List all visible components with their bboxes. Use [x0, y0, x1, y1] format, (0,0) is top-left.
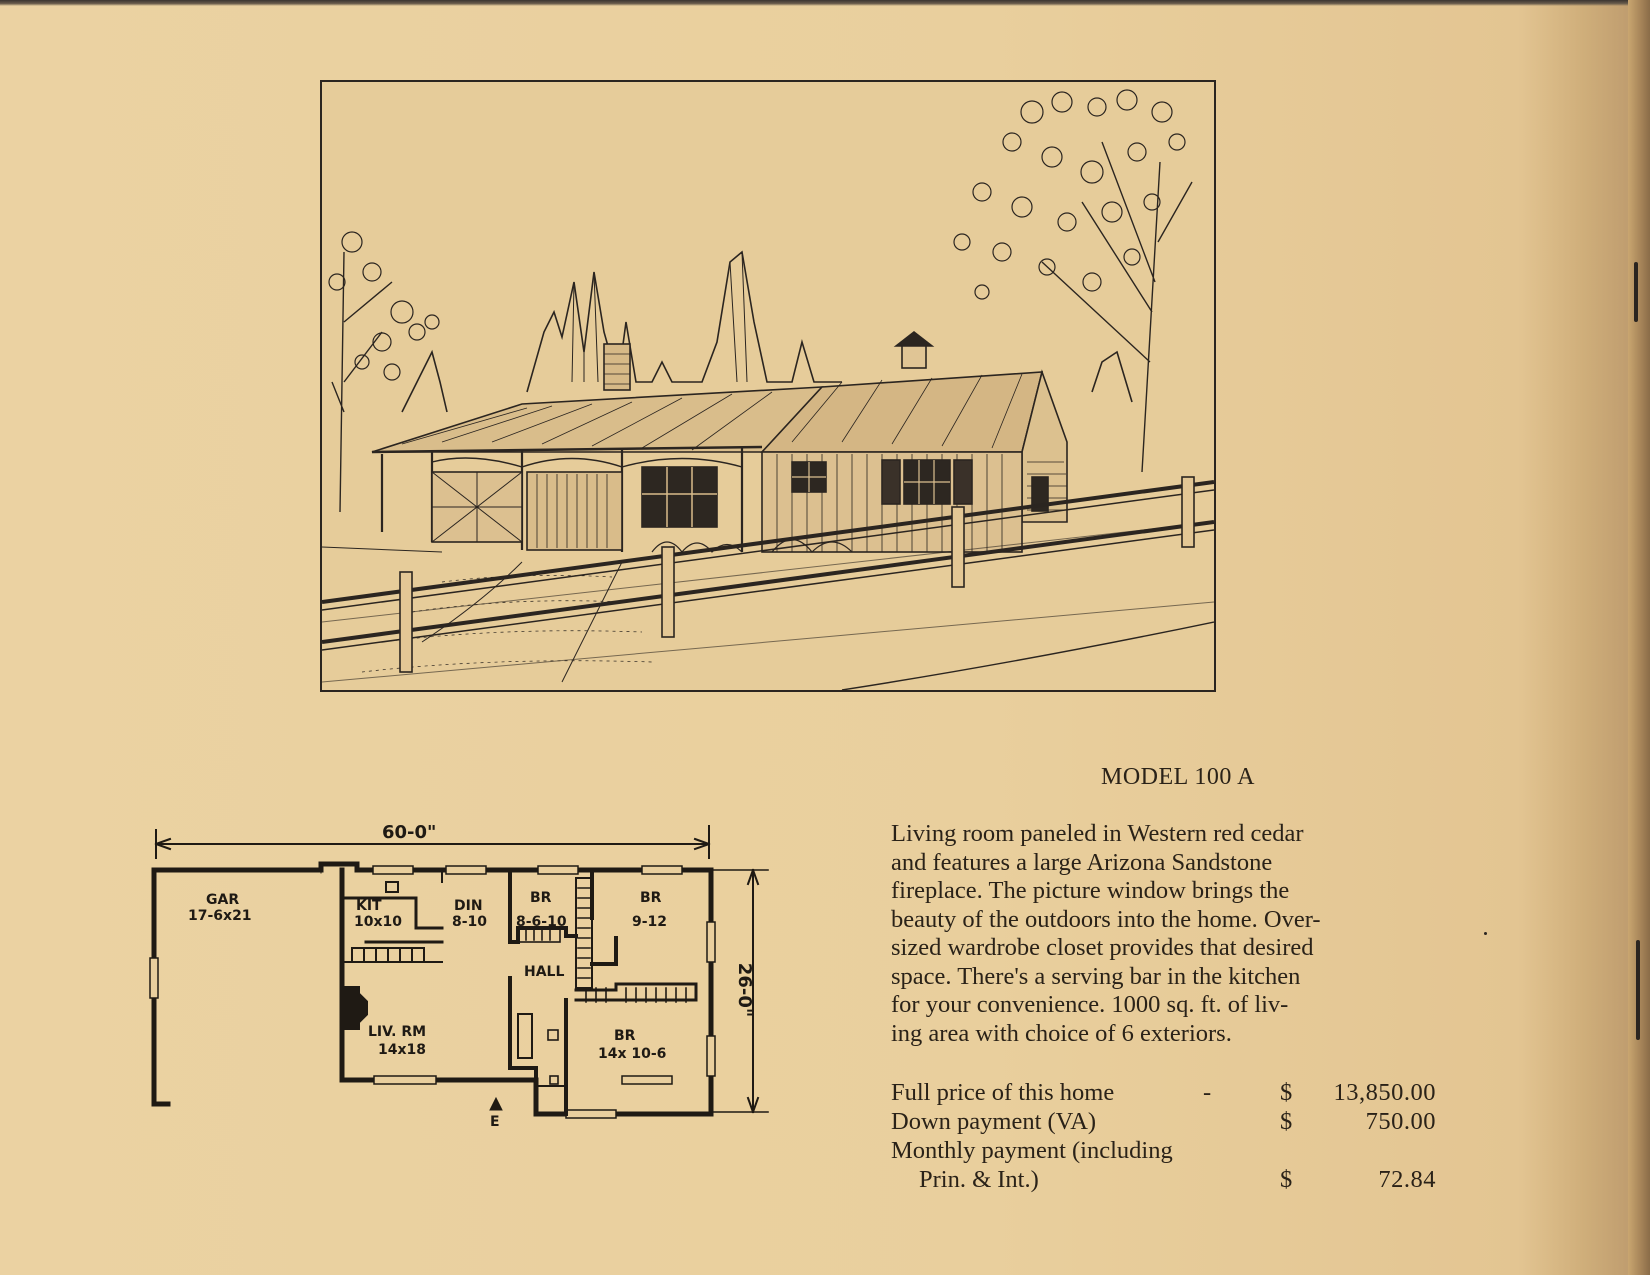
dining-name: DIN	[454, 898, 483, 914]
house-illustration	[320, 80, 1216, 692]
description-line: space. There's a serving bar in the kitchen	[891, 962, 1301, 990]
kitchen-size: 10x10	[354, 914, 402, 930]
full-price-dash: -	[1203, 1079, 1212, 1106]
monthly-payment-currency: $	[1280, 1166, 1293, 1193]
down-payment-currency: $	[1280, 1108, 1293, 1135]
model-title: MODEL 100 A	[1101, 764, 1255, 790]
floor-plan-drawing	[146, 818, 771, 1148]
binding-mark	[1636, 940, 1640, 1040]
full-price-currency: $	[1280, 1079, 1293, 1106]
full-price-row	[891, 1078, 1451, 1107]
page-top-edge	[0, 0, 1650, 6]
monthly-payment-row	[891, 1165, 1451, 1194]
monthly-payment-label: Prin. & Int.)	[919, 1166, 1039, 1193]
house-sketch	[322, 82, 1214, 690]
monthly-payment-heading-row	[891, 1136, 1451, 1165]
full-price-label: Full price of this home	[891, 1079, 1115, 1106]
overall-width-label: 60-0"	[382, 822, 437, 843]
dining-size: 8-10	[452, 914, 488, 930]
description	[891, 820, 1451, 1048]
page-binding-edge	[1628, 0, 1650, 1275]
living-room-size: 14x18	[378, 1042, 426, 1058]
pricing-table	[891, 1078, 1451, 1194]
garage-size: 17-6x21	[188, 908, 252, 924]
description-line: ing area with choice of 6 exteriors.	[891, 1019, 1232, 1047]
down-payment-amount: 750.00	[1365, 1108, 1436, 1135]
overall-depth-label: 26-0"	[734, 962, 755, 1018]
bedroom-right-size: 9-12	[632, 914, 668, 930]
description-line: fireplace. The picture window brings the	[891, 877, 1290, 904]
ink-speck	[1484, 932, 1487, 935]
monthly-payment-amount: 72.84	[1378, 1166, 1436, 1193]
description-line: sized wardrobe closet provides that desired	[891, 934, 1314, 961]
bedroom-master-name: BR	[614, 1028, 636, 1044]
down-payment-label: Down payment (VA)	[891, 1108, 1097, 1135]
description-line: for your convenience. 1000 sq. ft. of liv-	[891, 991, 1289, 1018]
binding-mark	[1634, 262, 1638, 322]
kitchen-name: KIT	[356, 898, 382, 914]
bedroom-small-name: BR	[530, 890, 552, 906]
entry-label: E	[490, 1114, 500, 1130]
monthly-payment-heading: Monthly payment (including	[891, 1137, 1173, 1164]
description-line: beauty of the outdoors into the home. Over-	[891, 905, 1321, 933]
garage-name: GAR	[206, 892, 240, 908]
description-line: Living room paneled in Western red cedar	[891, 820, 1304, 847]
full-price-amount: 13,850.00	[1333, 1079, 1436, 1106]
living-room-name: LIV. RM	[368, 1024, 427, 1040]
down-payment-row	[891, 1107, 1451, 1136]
bedroom-master-size: 14x 10-6	[598, 1046, 667, 1062]
description-line: and features a large Arizona Sandstone	[891, 848, 1273, 876]
bedroom-small-size: 8-6-10	[516, 914, 567, 930]
hall-name: HALL	[524, 964, 565, 980]
bedroom-right-name: BR	[640, 890, 662, 906]
floor-plan	[146, 818, 771, 1148]
